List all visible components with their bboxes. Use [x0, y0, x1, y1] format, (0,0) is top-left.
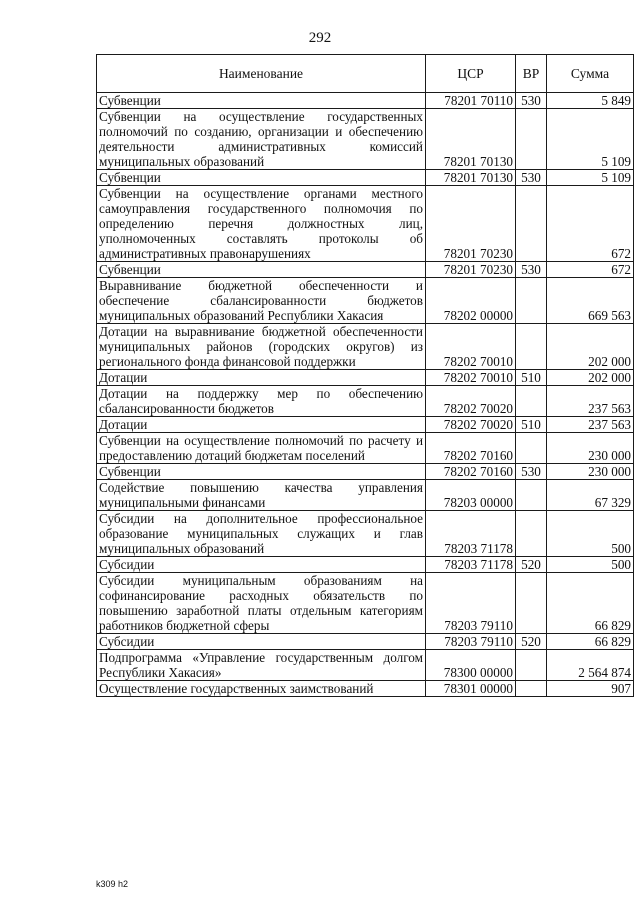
cell-sum: 202 000	[547, 324, 634, 370]
table-row	[97, 511, 634, 557]
header-csr: ЦСР	[426, 55, 516, 93]
table-row	[97, 650, 634, 681]
cell-sum: 672	[547, 186, 634, 262]
cell-vr: 530	[516, 464, 547, 480]
cell-name: Субвенции	[97, 464, 426, 480]
table-body	[97, 93, 634, 697]
table-row	[97, 557, 634, 573]
cell-sum: 66 829	[547, 634, 634, 650]
cell-csr: 78202 70160	[426, 433, 516, 464]
cell-name: Субвенции	[97, 170, 426, 186]
cell-name: Субсидии	[97, 557, 426, 573]
cell-csr: 78202 70020	[426, 417, 516, 433]
cell-vr	[516, 480, 547, 511]
cell-sum: 5 849	[547, 93, 634, 109]
cell-sum: 5 109	[547, 109, 634, 170]
cell-vr	[516, 109, 547, 170]
cell-sum: 67 329	[547, 480, 634, 511]
header-vr: ВР	[516, 55, 547, 93]
header-name: Наименование	[97, 55, 426, 93]
cell-name: Содействие повышению качества управления муниципальными финансами	[97, 480, 426, 511]
cell-sum: 500	[547, 557, 634, 573]
cell-name: Подпрограмма «Управление государственным долгом Республики Хакасия»	[97, 650, 426, 681]
cell-sum: 230 000	[547, 464, 634, 480]
cell-vr	[516, 433, 547, 464]
cell-vr	[516, 650, 547, 681]
cell-csr: 78203 00000	[426, 480, 516, 511]
cell-csr: 78300 00000	[426, 650, 516, 681]
cell-name: Субвенции на осуществление полномочий по расчету и предоставлению дотаций бюджетам поселений	[97, 433, 426, 464]
cell-name: Субсидии муниципальным образованиям на софинансирование расходных обязательств по повышению заработной платы отдельным категориям работников бюджетной сферы	[97, 573, 426, 634]
cell-name: Субвенции	[97, 262, 426, 278]
cell-csr: 78201 70110	[426, 93, 516, 109]
cell-csr: 78201 70230	[426, 186, 516, 262]
cell-vr: 530	[516, 93, 547, 109]
cell-csr: 78202 70010	[426, 324, 516, 370]
table-row	[97, 170, 634, 186]
cell-vr: 530	[516, 170, 547, 186]
cell-vr: 510	[516, 370, 547, 386]
table-row	[97, 93, 634, 109]
table-row	[97, 464, 634, 480]
cell-csr: 78203 79110	[426, 573, 516, 634]
cell-vr: 530	[516, 262, 547, 278]
table-row	[97, 186, 634, 262]
table-row	[97, 370, 634, 386]
cell-name: Дотации	[97, 417, 426, 433]
cell-sum: 237 563	[547, 417, 634, 433]
cell-vr	[516, 324, 547, 370]
cell-name: Субвенции	[97, 93, 426, 109]
cell-csr: 78203 71178	[426, 557, 516, 573]
budget-table	[96, 54, 634, 697]
cell-vr	[516, 386, 547, 417]
cell-csr: 78202 70020	[426, 386, 516, 417]
cell-vr	[516, 681, 547, 697]
cell-sum: 66 829	[547, 573, 634, 634]
cell-csr: 78201 70130	[426, 170, 516, 186]
cell-sum: 237 563	[547, 386, 634, 417]
cell-sum: 669 563	[547, 278, 634, 324]
table-row	[97, 634, 634, 650]
cell-vr: 510	[516, 417, 547, 433]
cell-name: Субсидии на дополнительное профессиональное образование муниципальных служащих и глав муниципальных образований	[97, 511, 426, 557]
table-row	[97, 278, 634, 324]
table-row	[97, 480, 634, 511]
cell-vr	[516, 573, 547, 634]
cell-sum: 907	[547, 681, 634, 697]
cell-csr: 78201 70230	[426, 262, 516, 278]
cell-name: Субвенции на осуществление государственных полномочий по созданию, организации и обеспечению деятельности административных комиссий муниципальных образований	[97, 109, 426, 170]
table-row	[97, 109, 634, 170]
cell-sum: 672	[547, 262, 634, 278]
table-row	[97, 386, 634, 417]
cell-sum: 2 564 874	[547, 650, 634, 681]
cell-sum: 5 109	[547, 170, 634, 186]
cell-name: Выравнивание бюджетной обеспеченности и обеспечение сбалансированности бюджетов муниципальных образований Республики Хакасия	[97, 278, 426, 324]
cell-csr: 78202 70160	[426, 464, 516, 480]
cell-csr: 78202 70010	[426, 370, 516, 386]
table-header-row	[97, 55, 634, 93]
cell-csr: 78203 79110	[426, 634, 516, 650]
cell-name: Дотации	[97, 370, 426, 386]
cell-name: Осуществление государственных заимствований	[97, 681, 426, 697]
page-number: 292	[308, 30, 332, 46]
cell-vr	[516, 511, 547, 557]
cell-name: Дотации на поддержку мер по обеспечению сбалансированности бюджетов	[97, 386, 426, 417]
cell-sum: 202 000	[547, 370, 634, 386]
cell-sum: 500	[547, 511, 634, 557]
table-row	[97, 573, 634, 634]
cell-csr: 78201 70130	[426, 109, 516, 170]
cell-sum: 230 000	[547, 433, 634, 464]
cell-csr: 78202 00000	[426, 278, 516, 324]
table-row	[97, 681, 634, 697]
cell-name: Дотации на выравнивание бюджетной обеспеченности муниципальных районов (городских округов) из регионального фонда финансовой поддержки	[97, 324, 426, 370]
header-sum: Сумма	[547, 55, 634, 93]
cell-vr	[516, 186, 547, 262]
table-row	[97, 262, 634, 278]
footer-code: k309 h2	[96, 879, 129, 889]
table-row	[97, 417, 634, 433]
cell-csr: 78203 71178	[426, 511, 516, 557]
cell-name: Субсидии	[97, 634, 426, 650]
table-row	[97, 324, 634, 370]
cell-vr: 520	[516, 557, 547, 573]
cell-csr: 78301 00000	[426, 681, 516, 697]
table-row	[97, 433, 634, 464]
cell-vr	[516, 278, 547, 324]
cell-vr: 520	[516, 634, 547, 650]
cell-name: Субвенции на осуществление органами местного самоуправления государственного полномочия по определению перечня должностных лиц, уполномоченных составлять протоколы об административных правонарушениях	[97, 186, 426, 262]
